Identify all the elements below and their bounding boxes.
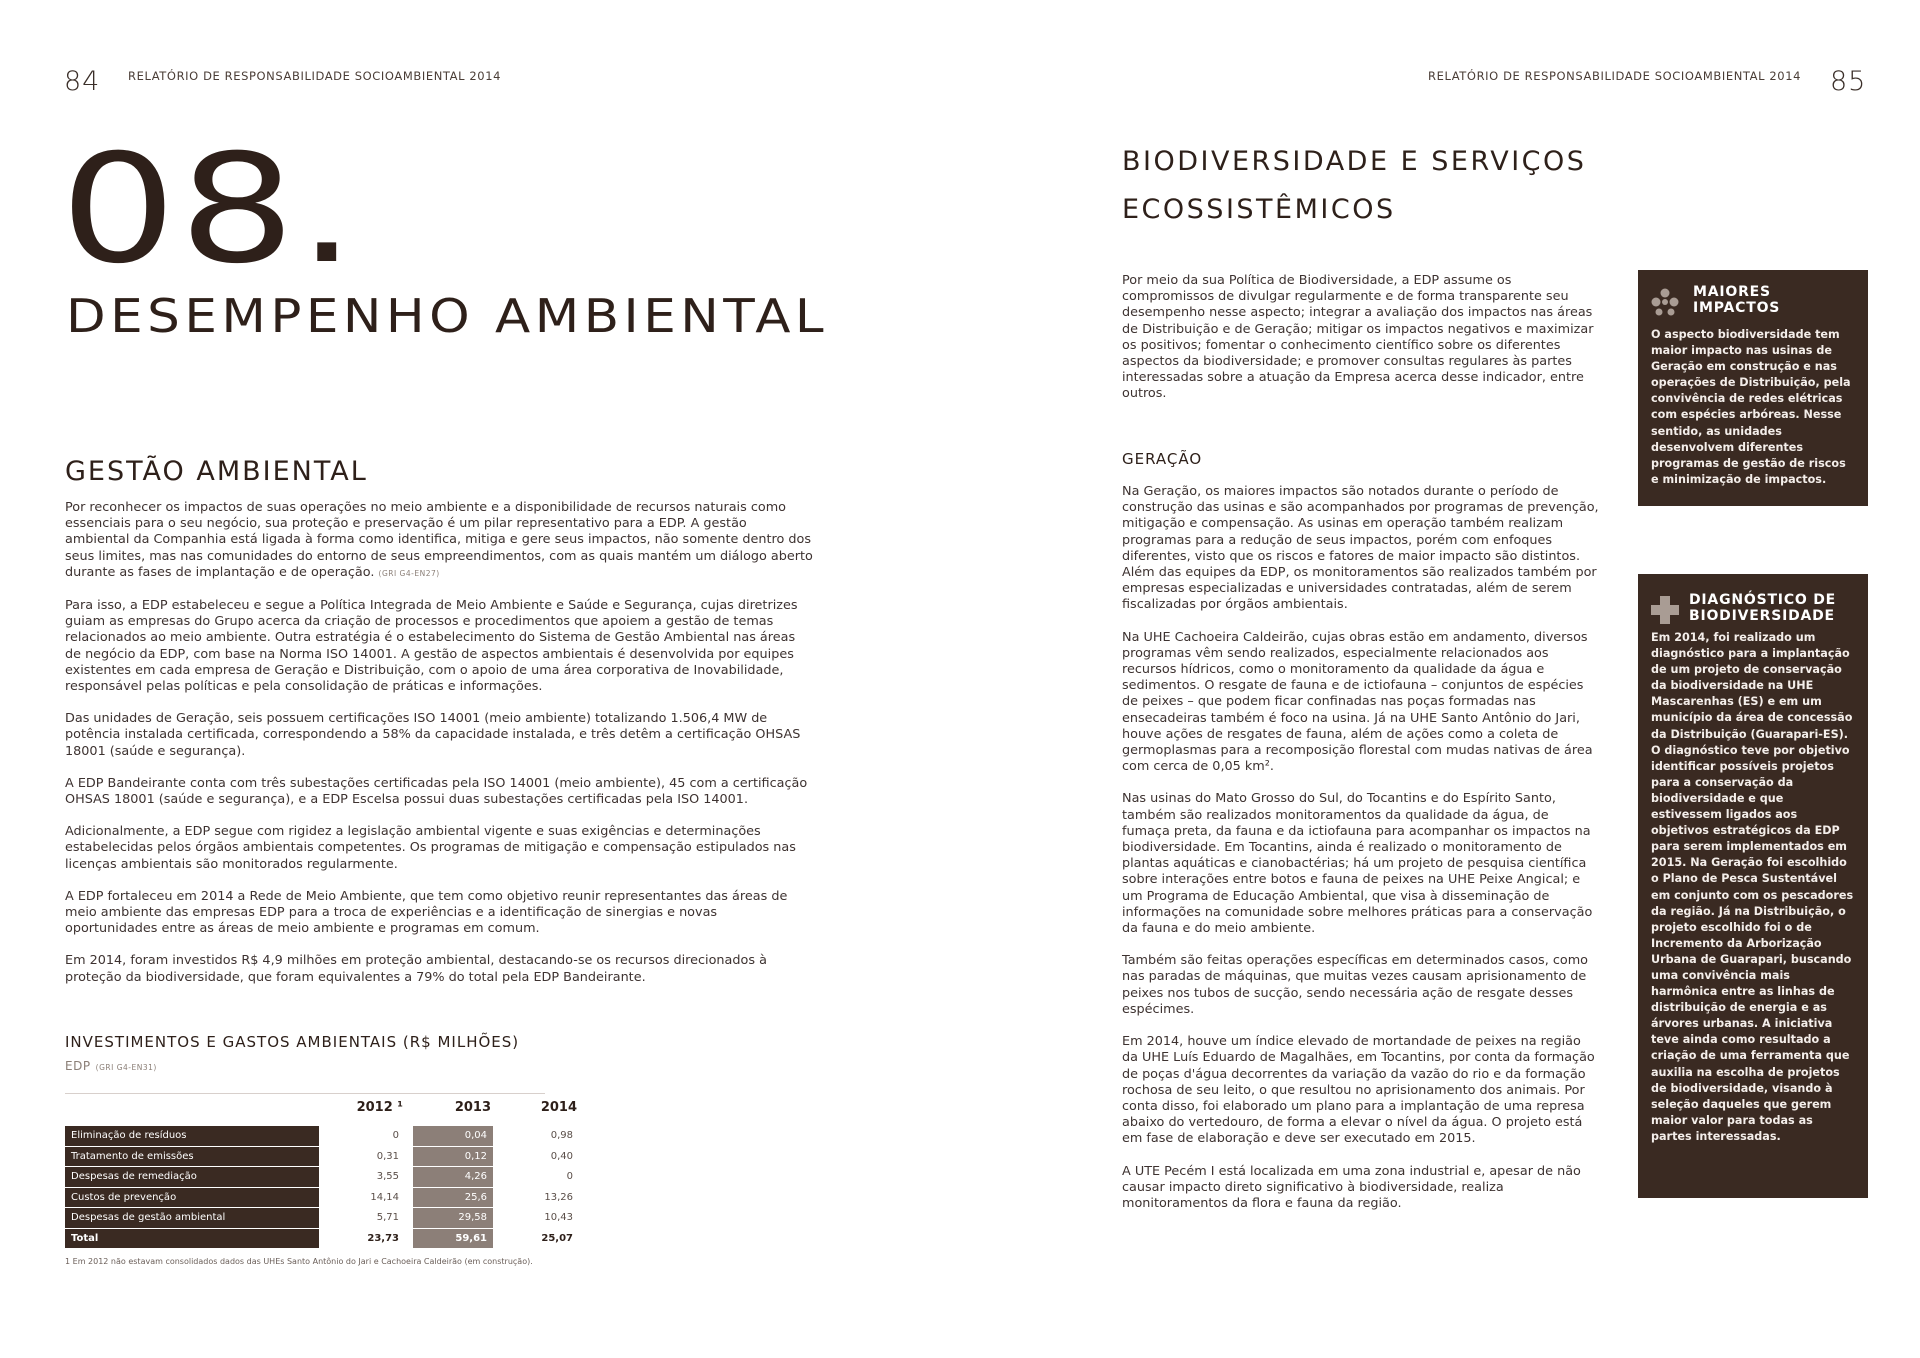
left-paragraph: Adicionalmente, a EDP segue com rigidez a legislação ambiental vigente e suas exigências e determinações estabelecidas pelos órgãos ambientais competentes. Os programas de mitigação e compensação estipulados nas licenças ambientais são monitorados regularmente. bbox=[65, 824, 796, 872]
right-body-text bbox=[1122, 484, 1600, 1212]
table-row-total bbox=[65, 1228, 579, 1248]
row-label: Tratamento de emissões bbox=[65, 1146, 319, 1167]
left-paragraph: Em 2014, foram investidos R$ 4,9 milhões em proteção ambiental, destacando-se os recursos direcionados à proteção da biodiversidade, que foram equivalentes a 79% do total pela EDP Bandeirante. bbox=[65, 953, 767, 985]
table-row bbox=[65, 1146, 579, 1167]
cell-value: 5,71 bbox=[327, 1208, 405, 1229]
column-header-2012: 2012 ¹ bbox=[356, 1099, 403, 1115]
cell-value: 59,61 bbox=[413, 1228, 493, 1248]
right-paragraph: Também são feitas operações específicas em determinados casos, como nas paradas de máquinas, que muitas vezes causam aprisionamento de peixes nos tubos de sucção, sendo necessária ação de resgate desses espécimes. bbox=[1122, 953, 1588, 1017]
row-label: Despesas de remediação bbox=[65, 1167, 319, 1188]
cell-value: 25,07 bbox=[541, 1232, 573, 1244]
page-number-left: 84 bbox=[64, 66, 101, 97]
cell-value: 0 bbox=[327, 1126, 405, 1146]
box-text: O aspecto biodiversidade tem maior impacto nas usinas de Geração em construção e nas operações de Distribuição, pela convivência de redes elétricas com espécies arbóreas. Nesse sentido, as unidades desenvolvem diferentes programas de gestão de riscos e minimização de impactos. bbox=[1651, 328, 1851, 486]
running-head-right: RELATÓRIO DE RESPONSABILIDADE SOCIOAMBIENTAL 2014 bbox=[1428, 69, 1802, 83]
box-title-line: DIAGNÓSTICO DE bbox=[1689, 592, 1837, 608]
table-row bbox=[65, 1126, 579, 1146]
row-label: Eliminação de resíduos bbox=[65, 1126, 319, 1146]
page-number-right: 85 bbox=[1830, 66, 1867, 97]
cell-value: 4,26 bbox=[413, 1167, 493, 1188]
table-header-row bbox=[65, 1094, 579, 1120]
right-paragraph: A UTE Pecém I está localizada em uma zona industrial e, apesar de não causar impacto direto significativo à biodiversidade, realiza monitoramentos da flora e fauna da região. bbox=[1122, 1163, 1581, 1211]
right-intro: Por meio da sua Política de Biodiversidade, a EDP assume os compromissos de divulgar regularmente e de forma transparente seu desempenho nesse aspecto; integrar a avaliação dos impactos nas áreas de Distribuição e de Geração; mitigar os impactos negativos e maximizar os positivos; fomentar o conhecimento científico sobre os diferentes aspectos da biodiversidade; e promover consultas regulares às partes interessadas sobre a atuação da Empresa acerca desse indicador, entre outros. bbox=[1122, 273, 1594, 402]
table-subtitle: EDP (GRI G4-EN31) bbox=[65, 1059, 157, 1073]
column-header-2014: 2014 bbox=[540, 1099, 577, 1115]
cell-value: 3,55 bbox=[327, 1167, 405, 1188]
cell-value: 0,31 bbox=[327, 1146, 405, 1167]
cell-value: 29,58 bbox=[413, 1208, 493, 1229]
subsection-title-geracao: GERAÇÃO bbox=[1122, 450, 1203, 468]
row-label: Custos de prevenção bbox=[65, 1187, 319, 1208]
column-header-2013: 2013 bbox=[454, 1099, 491, 1115]
table-row bbox=[65, 1167, 579, 1188]
cell-value: 25,6 bbox=[413, 1187, 493, 1208]
running-head-left: RELATÓRIO DE RESPONSABILIDADE SOCIOAMBIENTAL 2014 bbox=[128, 69, 502, 83]
investments-table bbox=[65, 1094, 579, 1248]
chapter-title: DESEMPENHO AMBIENTAL bbox=[66, 289, 829, 343]
box-title-line: IMPACTOS bbox=[1693, 300, 1781, 316]
cell-value: 0,12 bbox=[413, 1146, 493, 1167]
table-footnote: 1 Em 2012 não estavam consolidados dados das UHEs Santo Antônio do Jari e Cachoeira Caldeirão (em construção). bbox=[65, 1257, 533, 1266]
section-title-biodiversidade bbox=[1122, 138, 1586, 234]
box-title-line: MAIORES bbox=[1693, 284, 1771, 300]
cell-value: 0 bbox=[501, 1167, 579, 1188]
chapter-number: 08. bbox=[60, 123, 359, 297]
table-row bbox=[65, 1187, 579, 1208]
right-paragraph: Na UHE Cachoeira Caldeirão, cujas obras estão em andamento, diversos programas vêm sendo realizados, especialmente relacionados aos recursos hídricos, como o monitoramento da qualidade da água e sedimentos. O resgate de fauna e de ictiofauna – conjuntos de espécies de peixes – que podem ficar confinadas nas poças formadas nas ensecadeiras também é foco na usina. Já na UHE Santo Antônio do Jari, houve ações de resgates de fauna, além de ações como a coleta de germoplasmas para a recomposição florestal com mudas nativas de área com cerca de 0,05 km². bbox=[1122, 629, 1593, 775]
row-label: Despesas de gestão ambiental bbox=[65, 1208, 319, 1229]
dots-cluster-icon bbox=[1651, 288, 1679, 316]
box-header bbox=[1651, 592, 1856, 630]
left-paragraph: A EDP fortaleceu em 2014 a Rede de Meio Ambiente, que tem como objetivo reunir representantes das áreas de meio ambiente das empresas EDP para a troca de experiências e a identificação de sinergias e novas oportunidades entre as áreas de meio ambiente e programas em comum. bbox=[65, 888, 788, 937]
box-title-line: BIODIVERSIDADE bbox=[1689, 608, 1835, 624]
row-label-total: Total bbox=[65, 1228, 319, 1248]
cell-value: 23,73 bbox=[367, 1232, 399, 1244]
box-text: Em 2014, foi realizado um diagnóstico para a implantação de um projeto de conservação da biodiversidade na UHE Mascarenhas (ES) e em um município da área de concessão da Distribuição (Guarapari-ES). O diagnóstico teve por objetivo identificar possíveis projetos para a conservação da biodiversidade e que estivessem ligados aos objetivos estratégicos da EDP para serem implementados em 2015. Na Geração foi escolhido o Plano de Pesca Sustentável em conjunto com os pescadores da região. Já na Distribuição, o projeto escolhido foi o de Incremento da Arborização Urbana de Guarapari, buscando uma convivência mais harmônica entre as linhas de distribuição de energia e as árvores urbanas. A iniciativa teve ainda como resultado a criação de uma ferramenta que auxilia na escolha de projetos de biodiversidade, visando à seleção daqueles que gerem maior valor para todas as partes interessadas. bbox=[1651, 631, 1854, 1143]
section-title-line: BIODIVERSIDADE E SERVIÇOS bbox=[1122, 146, 1587, 177]
cell-value: 10,43 bbox=[501, 1208, 579, 1229]
cell-value: 13,26 bbox=[501, 1187, 579, 1208]
left-paragraph: Das unidades de Geração, seis possuem certificações ISO 14001 (meio ambiente) totalizando 1.506,4 MW de potência instalada certificada, correspondendo a 58% da capacidade instalada, e três detêm a certificação OHSAS 18001 (saúde e segurança). bbox=[65, 711, 801, 759]
cell-value: 14,14 bbox=[327, 1187, 405, 1208]
table-row bbox=[65, 1208, 579, 1229]
cell-value: 0,40 bbox=[501, 1146, 579, 1167]
table-title: INVESTIMENTOS E GASTOS AMBIENTAIS (R$ MILHÕES) bbox=[65, 1033, 520, 1051]
box-header bbox=[1651, 284, 1856, 324]
plus-cross-icon bbox=[1651, 596, 1679, 624]
left-paragraph: Por reconhecer os impactos de suas operações no meio ambiente e a disponibilidade de recursos naturais como essenciais para o seu negócio, sua proteção e preservação é um pilar representativo para a EDP. A gestão ambiental da Companhia está ligada à forma como identifica, mitiga e gere seus impactos, não somente dentro dos seus limites, mas nas comunidades do entorno de seus empreendimentos, com as quais mantém um diálogo aberto durante as fases de implantação e de operação. (GRI G4-EN27) bbox=[65, 500, 813, 580]
left-paragraph: A EDP Bandeirante conta com três subestações certificadas pela ISO 14001 (meio ambiente), 45 com a certificação OHSAS 18001 (saúde e segurança), e a EDP Escelsa possui duas subestações certificadas pela ISO 14001. bbox=[65, 775, 808, 808]
left-paragraph: Para isso, a EDP estabeleceu e segue a Política Integrada de Meio Ambiente e Saúde e Segurança, cujas diretrizes guiam as empresas do Grupo acerca da criação de processos e procedimentos que apoiem a gestão de temas relacionados ao meio ambiente. Outra estratégia é o estabelecimento do Sistema de Gestão Ambiental nas áreas de negócio da EDP, com base na Norma ISO 14001. A gestão de aspectos ambientais é desenvolvida por equipes existentes em cada empresa de Geração e Distribuição, com o apoio de uma área corporativa de Inovabilidade, responsável pelas políticas e pela consolidação de práticas e informações. bbox=[65, 598, 798, 695]
right-paragraph: Nas usinas do Mato Grosso do Sul, do Tocantins e do Espírito Santo, também são realizados monitoramentos da qualidade da água, de fumaça preta, da fauna e da ictiofauna para acompanhar os impactos na biodiversidade. Em Tocantins, ainda é realizado o monitoramento de plantas aquáticas e cianobactérias; há um projeto de pesquisa científica sobre interações entre botos e fauna de peixes na UHE Peixe Angical; e um Programa de Educação Ambiental, que visa à disseminação de informações na comunidade sobre melhores práticas para a conservação da fauna e do meio ambiente. bbox=[1122, 791, 1593, 937]
cell-value: 0,04 bbox=[413, 1126, 493, 1146]
section-title-line: ECOSSISTÊMICOS bbox=[1122, 194, 1396, 225]
left-body-text bbox=[65, 500, 813, 986]
right-paragraph: Em 2014, houve um índice elevado de mortandade de peixes na região da UHE Luís Eduardo de Magalhães, em Tocantins, por conta da formação de poças d'água decorrentes da variação da vazão do rio e da formação rochosa de seu leito, o que resultou no aprisionamento dos animais. Por conta disso, foi elaborado um plano para a implantação de uma represa abaixo do vertedouro, de forma a elevar o nível da água. O projeto está em fase de elaboração e deve ser executado em 2015. bbox=[1122, 1034, 1595, 1147]
right-paragraph: Na Geração, os maiores impactos são notados durante o período de construção das usinas e são acompanhados por programas de prevenção, mitigação e compensação. As usinas em operação também realizam programas para a redução de seus impactos, porém com enfoques diferentes, visto que os riscos e fatores de maior impacto são distintos. Além das equipes da EDP, os monitoramentos são realizados também por empresas especializadas e universidades contratadas, além de serem fiscalizadas por órgãos ambientais. bbox=[1122, 484, 1599, 613]
section-title-gestao: GESTÃO AMBIENTAL bbox=[65, 456, 368, 487]
sidebar-box-diagnostico bbox=[1638, 574, 1868, 1198]
cell-value: 0,98 bbox=[501, 1126, 579, 1146]
sidebar-box-maiores-impactos bbox=[1638, 270, 1868, 506]
